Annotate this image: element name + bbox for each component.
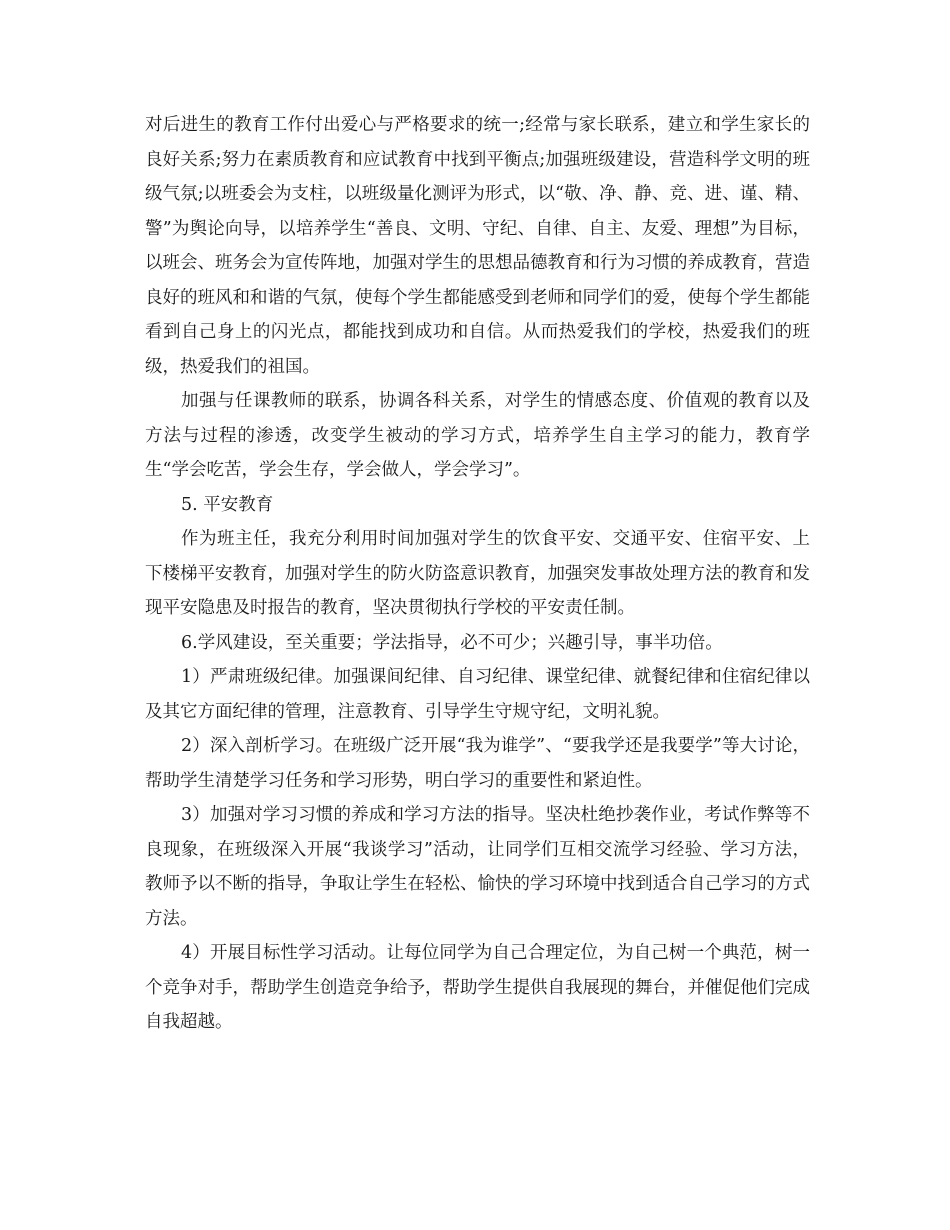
list-item: 4）开展目标性学习活动。让每位同学为自己合理定位，为自己树一个典范，树一个竞争对手，帮助学生创造竞争给予，帮助学生提供自我展现的舞台，并催促他们完成自我超越。	[145, 943, 810, 1032]
paragraph: 对后进生的教育工作付出爱心与严格要求的统一;经常与家长联系，建立和学生家长的良好关系;努力在素质教育和应试教育中找到平衡点;加强班级建设，营造科学文明的班级气氛;以班委会为支柱，以班级量化测评为形式，以“敬、净、静、竞、进、谨、精、警”为舆论向导，以培养学生“善良、文明、守纪、自律、自主、友爱、理想”为目标，以班会、班务会为宣传阵地，加强对学生的思想品德教育和行为习惯的养成教育，营造良好的班风和和谐的气氛，使每个学生都能感受到老师和同学们的爱，使每个学生都能看到自己身上的闪光点，都能找到成功和自信。从而热爱我们的学校，热爱我们的班级，热爱我们的祖国。	[145, 115, 810, 377]
document-body	[145, 108, 810, 1040]
paragraph: 6.学风建设，至关重要；学法指导，必不可少；兴趣引导，事半功倍。	[181, 632, 723, 653]
list-item: 2）深入剖析学习。在班级广泛开展“我为谁学”、“要我学还是我要学”等大讨论，帮助学生清楚学习任务和学习形势，明白学习的重要性和紧迫性。	[145, 736, 810, 791]
section-heading: 5. 平安教育	[181, 494, 274, 515]
paragraph: 加强与任课教师的联系，协调各科关系，对学生的情感态度、价值观的教育以及方法与过程的渗透，改变学生被动的学习方式，培养学生自主学习的能力，教育学生“学会吃苦，学会生存，学会做人，学会学习”。	[145, 391, 810, 480]
paragraph: 作为班主任，我充分利用时间加强对学生的饮食平安、交通平安、住宿平安、上下楼梯平安教育，加强对学生的防火防盗意识教育，加强突发事故处理方法的教育和发现平安隐患及时报告的教育，坚决贯彻执行学校的平安责任制。	[145, 529, 810, 618]
list-item: 1）严肃班级纪律。加强课间纪律、自习纪律、课堂纪律、就餐纪律和住宿纪律以及其它方面纪律的管理，注意教育、引导学生守规守纪，文明礼貌。	[145, 667, 810, 722]
list-item: 3）加强对学习习惯的养成和学习方法的指导。坚决杜绝抄袭作业，考试作弊等不良现象，在班级深入开展“我谈学习”活动，让同学们互相交流学习经验、学习方法，教师予以不断的指导，争取让学生在轻松、愉快的学习环境中找到适合自己学习的方式方法。	[145, 805, 810, 929]
